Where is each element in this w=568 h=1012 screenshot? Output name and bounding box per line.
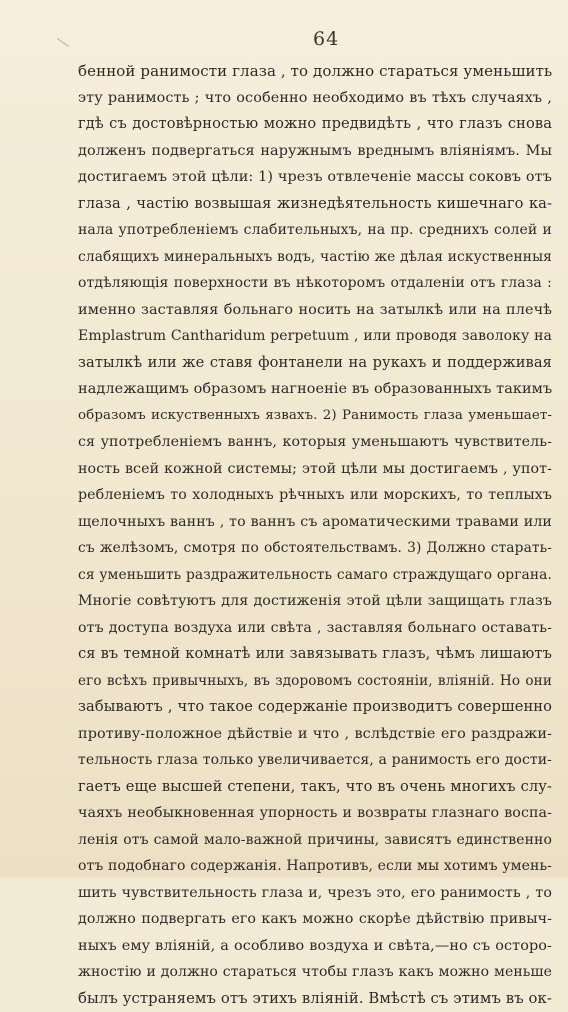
text-line: ныхъ ему вліяній, а особливо воздуха и свѣта,—но съ осторо- [78, 933, 552, 960]
text-line: именно заставляя больнаго носить на затылкѣ или на плечѣ [78, 297, 552, 324]
text-line: надлежащимъ образомъ нагноеніе въ образованныхъ такимъ [78, 376, 552, 403]
body-text [78, 58, 552, 1012]
text-line: щелочныхъ ваннъ , то ваннъ съ ароматическими травами или [78, 509, 552, 536]
text-line: образомъ искуственныхъ язвахъ. 2) Ранимость глаза уменьшает- [78, 403, 552, 430]
text-line: съ желѣзомъ, смотря по обстоятельствамъ. 3) Должно старать- [78, 535, 552, 562]
text-line: ность всей кожной системы; этой цѣли мы достигаемъ , упот- [78, 456, 552, 483]
page-number: 64 [313, 28, 339, 50]
text-line: ся въ темной комнатѣ или завязывать глазъ, чѣмъ лишаютъ [78, 641, 552, 668]
text-line: его всѣхъ привычныхъ, въ здоровомъ состояніи, вліяній. Но они [78, 668, 552, 695]
paper-mark [57, 38, 69, 47]
text-line: отдѣляющія поверхности въ нѣкоторомъ отдаленіи отъ глаза : [78, 270, 552, 297]
text-line: долженъ подвергаться наружнымъ вреднымъ вліяніямъ. Мы [78, 138, 552, 165]
text-line: гаетъ еще высшей степени, такъ, что въ очень многихъ слу- [78, 774, 552, 801]
text-line: должно подвергать его какъ можно скорѣе дѣйствію привыч- [78, 906, 552, 933]
text-line: противу-положное дѣйствіе и что , вслѣдствіе его раздражи- [78, 721, 552, 748]
text-line: жностію и должно стараться чтобы глазъ какъ можно меньше [78, 959, 552, 986]
text-line: былъ устраняемъ отъ этихъ вліяній. Вмѣстѣ съ этимъ въ ок- [78, 986, 552, 1012]
text-line: затылкѣ или же ставя фонтанели на рукахъ и поддерживая [78, 350, 552, 377]
text-line: бенной ранимости глаза , то должно стараться уменьшить [78, 58, 552, 85]
text-line: Многіе совѣтуютъ для достиженія этой цѣли защищать глазъ [78, 588, 552, 615]
text-line: слабящихъ минеральныхъ водъ, частію же дѣлая искуственныя [78, 244, 552, 271]
text-line: отъ доступа воздуха или свѣта , заставляя больнаго оставать- [78, 615, 552, 642]
text-line: глаза , частію возвышая жизнедѣятельность кишечнаго ка- [78, 191, 552, 218]
text-line: тельность глаза только увеличивается, а ранимость его дости- [78, 747, 552, 774]
text-line: забываютъ , что такое содержаніе производитъ совершенно [78, 694, 552, 721]
text-line: ленія отъ самой мало-важной причины, зависятъ единственно [78, 827, 552, 854]
text-line: чаяхъ необыкновенная упорность и возвраты глазнаго воспа- [78, 800, 552, 827]
text-line: нала употребленіемъ слабительныхъ, на пр. среднихъ солей и [78, 217, 552, 244]
text-line: гдѣ съ достовѣрностью можно предвидѣть , что глазъ снова [78, 111, 552, 138]
text-line: достигаемъ этой цѣли: 1) чрезъ отвлеченіе массы соковъ отъ [78, 164, 552, 191]
text-line: ребленіемъ то холодныхъ рѣчныхъ или морскихъ, то теплыхъ [78, 482, 552, 509]
text-line: ся употребленіемъ ваннъ, которыя уменьшаютъ чувствитель- [78, 429, 552, 456]
text-line: ся уменьшить раздражительность самаго страждущаго органа. [78, 562, 552, 589]
text-line: шить чувствительность глаза и, чрезъ это, его ранимость , то [78, 880, 552, 907]
text-line: Emplastrum Cantharidum perpetuum , или проводя заволоку на [78, 323, 552, 350]
text-line: отъ подобнаго содержанія. Напротивъ, если мы хотимъ умень- [78, 853, 552, 880]
text-line: эту ранимость ; что особенно необходимо въ тѣхъ случаяхъ , [78, 85, 552, 112]
